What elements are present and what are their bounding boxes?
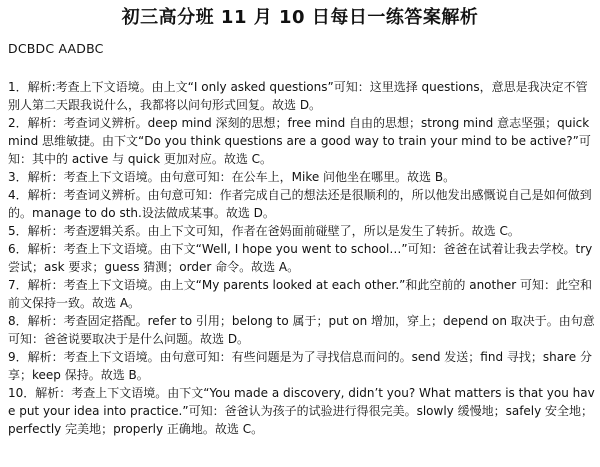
explanation-item-2: 2．解析：考查词义辨析。deep mind 深刻的思想；free mind 自由的思想；strong mind 意志坚强；quick mind 思维敏捷。由下文“Do you think questions are a good way to train your mind to be active?”可知：其中的 active 与 quick 更加对应。故选 C。 xyxy=(8,116,591,166)
explanation-item-8: 8．解析：考查固定搭配。refer to 引用；belong to 属于；put on 增加，穿上；depend on 取决于。由句意可知：爸爸说要取决于是什么问题。故选 D。 xyxy=(8,314,595,346)
answer-key: DCBDC AADBC xyxy=(8,41,104,56)
explanation-item-6: 6．解析：考查上下文语境。由下文“Well, I hope you went to school…”可知：爸爸在试着让我去学校。try 尝试；ask 要求；guess 猜测；order 命令。故选 A。 xyxy=(8,242,593,274)
explanation-item-7: 7．解析：考查上下文语境。由上文“My parents looked at each other.”和此空前的 another 可知：此空和前文保持一致。故选 A。 xyxy=(8,278,592,310)
explanation-list xyxy=(8,78,596,438)
document-title: 初三高分班 11 月 10 日每日一练答案解析 xyxy=(121,7,479,28)
explanation-item-10: 10．解析：考查上下文语境。由下文“You made a discovery, didn’t you? What matters is that you have put your idea into practice.”可知：爸爸认为孩子的试验进行得很完美。slowly 缓慢地；safely 安全地；perfectly 完美地；properly 正确地。故选 C。 xyxy=(8,386,595,436)
explanation-item-3: 3．解析：考查上下文语境。由句意可知：在公车上，Mike 问他坐在哪里。故选 B。 xyxy=(8,170,456,184)
explanation-item-9: 9．解析：考查上下文语境。由句意可知：有些问题是为了寻找信息而问的。send 发送；find 寻找；share 分享；keep 保持。故选 B。 xyxy=(8,350,592,382)
explanation-item-4: 4．解析：考查词义辨析。由句意可知：作者完成自己的想法还是很顺利的，所以他发出感慨说自己是如何做到的。manage to do sth.设法做成某事。故选 D。 xyxy=(8,188,592,220)
explanation-item-5: 5．解析：考查逻辑关系。由上下文可知，作者在爸妈面前碰壁了，所以是发生了转折。故选 C。 xyxy=(8,224,520,238)
explanation-item-1: 1．解析:考查上下文语境。由上文“I only asked questions”可知：这里选择 questions，意思是我决定不管别人第二天跟我说什么，我都将以问句形式回复。故选 D。 xyxy=(8,80,588,112)
